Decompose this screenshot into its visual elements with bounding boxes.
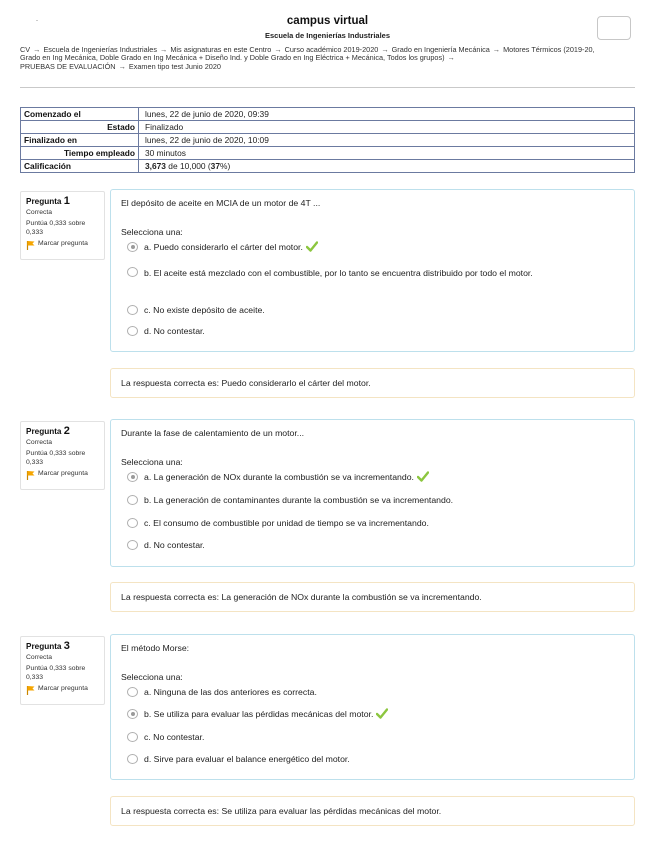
question-1-content xyxy=(110,189,635,352)
breadcrumb-link-cv[interactable]: CV xyxy=(20,45,31,54)
breadcrumb-link-exam[interactable]: Examen tipo test Junio 2020 xyxy=(128,61,221,71)
breadcrumb-link-school[interactable]: Escuela de Ingenierías Industriales xyxy=(43,45,158,54)
question-2-content xyxy=(110,419,635,567)
breadcrumb-arrow-icon: → xyxy=(381,45,389,54)
answer-option-b[interactable] xyxy=(127,265,617,281)
option-label: b. La generación de contaminantes durante la combustión se va incrementando. xyxy=(144,495,454,505)
summary-time-value: 30 minutos xyxy=(139,147,635,160)
answer-option-d[interactable] xyxy=(127,324,205,338)
breadcrumb-arrow-icon: → xyxy=(160,45,168,54)
question-3-content xyxy=(110,634,635,780)
grade-percent-close: %) xyxy=(220,161,231,171)
answer-option-d[interactable] xyxy=(127,538,205,552)
summary-state-label: Estado xyxy=(21,121,139,134)
option-label: a. Ninguna de las dos anteriores es correcta. xyxy=(144,687,317,697)
question-grade: Puntúa 0,333 sobre 0,333 xyxy=(26,450,86,466)
question-text: El depósito de aceite en MCIA de un motor de 4T ... xyxy=(121,198,321,208)
answer-option-b[interactable] xyxy=(127,493,453,507)
answer-option-a[interactable] xyxy=(127,240,318,256)
summary-row-state xyxy=(21,121,635,134)
grade-total: de 10,000 ( xyxy=(165,161,211,171)
option-text xyxy=(144,707,388,723)
question-number-value: 2 xyxy=(63,425,70,437)
radio-unselected[interactable] xyxy=(127,687,138,697)
radio-unselected[interactable] xyxy=(127,326,138,336)
option-label: b. El aceite está mezclado con el combustible, por lo tanto se encuentra distribuido por todo el motor. xyxy=(144,268,533,278)
breadcrumb-link-year[interactable]: Curso académico 2019-2020 xyxy=(284,45,379,54)
breadcrumb-arrow-icon: → xyxy=(33,45,41,54)
breadcrumb-link-my-courses[interactable]: Mis asignaturas en este Centro xyxy=(170,45,272,54)
answer-option-d[interactable] xyxy=(127,752,350,766)
flag-icon xyxy=(26,240,35,253)
option-text xyxy=(144,240,318,256)
question-grade: Puntúa 0,333 sobre 0,333 xyxy=(26,220,86,236)
breadcrumb-arrow-icon: → xyxy=(118,61,126,71)
radio-selected[interactable] xyxy=(127,709,138,719)
question-2-feedback: La respuesta correcta es: La generación de NOx durante la combustión se va incrementando. xyxy=(110,582,635,612)
header-menu-box[interactable] xyxy=(597,16,631,40)
option-label: c. No existe depósito de aceite. xyxy=(144,305,265,315)
radio-unselected[interactable] xyxy=(127,305,138,315)
question-label: Pregunta xyxy=(26,427,62,436)
question-1-info xyxy=(20,191,105,260)
attempt-summary-table xyxy=(20,107,635,173)
flag-label: Marcar pregunta xyxy=(38,684,88,692)
correct-check-icon xyxy=(306,241,318,256)
option-label: a. Puedo considerarlo el cárter del motor. xyxy=(144,242,303,252)
summary-state-value: Finalizado xyxy=(139,121,635,134)
option-label: d. No contestar. xyxy=(144,540,205,550)
summary-row-started xyxy=(21,108,635,121)
question-grade: Puntúa 0,333 sobre 0,333 xyxy=(26,665,86,681)
option-label: a. La generación de NOx durante la combustión se va incrementando. xyxy=(144,472,414,482)
summary-started-label: Comenzado el xyxy=(21,108,139,121)
radio-unselected[interactable] xyxy=(127,540,138,550)
flag-label: Marcar pregunta xyxy=(38,469,88,477)
breadcrumb xyxy=(20,46,616,71)
breadcrumb-arrow-icon: → xyxy=(492,45,501,54)
radio-unselected[interactable] xyxy=(127,267,138,277)
option-label: c. El consumo de combustible por unidad de tiempo se va incrementando. xyxy=(144,518,429,528)
question-1-feedback: La respuesta correcta es: Puedo considerarlo el cárter del motor. xyxy=(110,368,635,398)
answer-prompt: Selecciona una: xyxy=(121,672,183,682)
site-subtitle: Escuela de Ingenierías Industriales xyxy=(264,31,391,40)
question-state: Correcta xyxy=(26,209,53,217)
answer-option-a[interactable] xyxy=(127,685,317,699)
breadcrumb-link-evaluation[interactable]: PRUEBAS DE EVALUACIÓN xyxy=(20,61,116,71)
question-state: Correcta xyxy=(26,439,53,447)
question-number xyxy=(26,427,100,436)
answer-option-a[interactable] xyxy=(127,470,429,486)
answer-prompt: Selecciona una: xyxy=(121,457,183,467)
summary-finished-label: Finalizado en xyxy=(21,134,139,147)
answer-option-c[interactable] xyxy=(127,516,429,530)
breadcrumb-link-course[interactable]: Motores Térmicos (2019-20, Grado en Ing Mecánica, Doble Grado en Ing Mecánica + Diseño Ind. y Doble Grado en Ing Eléctrica + Mecánica, Todos los grupos) xyxy=(20,45,595,63)
summary-row-grade xyxy=(21,160,635,173)
question-state: Correcta xyxy=(26,654,53,662)
summary-row-time xyxy=(21,147,635,160)
option-label: d. No contestar. xyxy=(144,326,205,336)
question-3-info xyxy=(20,636,105,705)
grade-percent: 37 xyxy=(210,161,220,171)
site-title: campus virtual xyxy=(286,15,369,27)
question-number xyxy=(26,197,100,206)
summary-row-finished xyxy=(21,134,635,147)
breadcrumb-arrow-icon: → xyxy=(274,45,282,54)
summary-grade-label: Calificación xyxy=(21,160,139,173)
question-number-value: 3 xyxy=(63,640,70,652)
grade-score: 3,673 xyxy=(145,161,166,171)
answer-option-c[interactable] xyxy=(127,730,204,744)
question-number xyxy=(26,642,100,651)
correct-check-icon xyxy=(376,708,388,723)
correct-check-icon xyxy=(417,471,429,486)
radio-unselected[interactable] xyxy=(127,495,138,505)
radio-unselected[interactable] xyxy=(127,518,138,528)
flag-icon xyxy=(26,685,35,698)
answer-prompt: Selecciona una: xyxy=(121,227,183,237)
radio-selected[interactable] xyxy=(127,472,138,482)
question-label: Pregunta xyxy=(26,642,62,651)
flag-question-link[interactable] xyxy=(26,685,100,698)
question-2-info xyxy=(20,421,105,490)
answer-option-c[interactable] xyxy=(127,303,265,317)
option-label: b. Se utiliza para evaluar las pérdidas mecánicas del motor. xyxy=(144,709,374,719)
flag-question-link[interactable] xyxy=(26,240,100,253)
option-label: c. No contestar. xyxy=(144,732,205,742)
breadcrumb-arrow-icon: → xyxy=(447,53,455,63)
option-label: d. Sirve para evaluar el balance energético del motor. xyxy=(144,754,350,764)
header-divider xyxy=(20,87,635,88)
flag-question-link[interactable] xyxy=(26,470,100,483)
question-text: Durante la fase de calentamiento de un motor... xyxy=(121,428,305,438)
summary-started-value: lunes, 22 de junio de 2020, 09:39 xyxy=(139,108,635,121)
question-number-value: 1 xyxy=(63,195,70,207)
flag-icon xyxy=(26,470,35,483)
summary-finished-value: lunes, 22 de junio de 2020, 10:09 xyxy=(139,134,635,147)
question-text: El método Morse: xyxy=(121,643,190,653)
question-3-feedback: La respuesta correcta es: Se utiliza para evaluar las pérdidas mecánicas del motor. xyxy=(110,796,635,826)
header-dot: - xyxy=(36,18,38,24)
option-text xyxy=(144,470,429,486)
radio-unselected[interactable] xyxy=(127,754,138,764)
answer-option-b[interactable] xyxy=(127,707,388,723)
question-label: Pregunta xyxy=(26,197,62,206)
breadcrumb-link-degree[interactable]: Grado en Ingeniería Mecánica xyxy=(391,45,490,54)
radio-unselected[interactable] xyxy=(127,732,138,742)
radio-selected[interactable] xyxy=(127,242,138,252)
summary-grade-value xyxy=(139,160,635,173)
summary-time-label: Tiempo empleado xyxy=(21,147,139,160)
flag-label: Marcar pregunta xyxy=(38,239,88,247)
